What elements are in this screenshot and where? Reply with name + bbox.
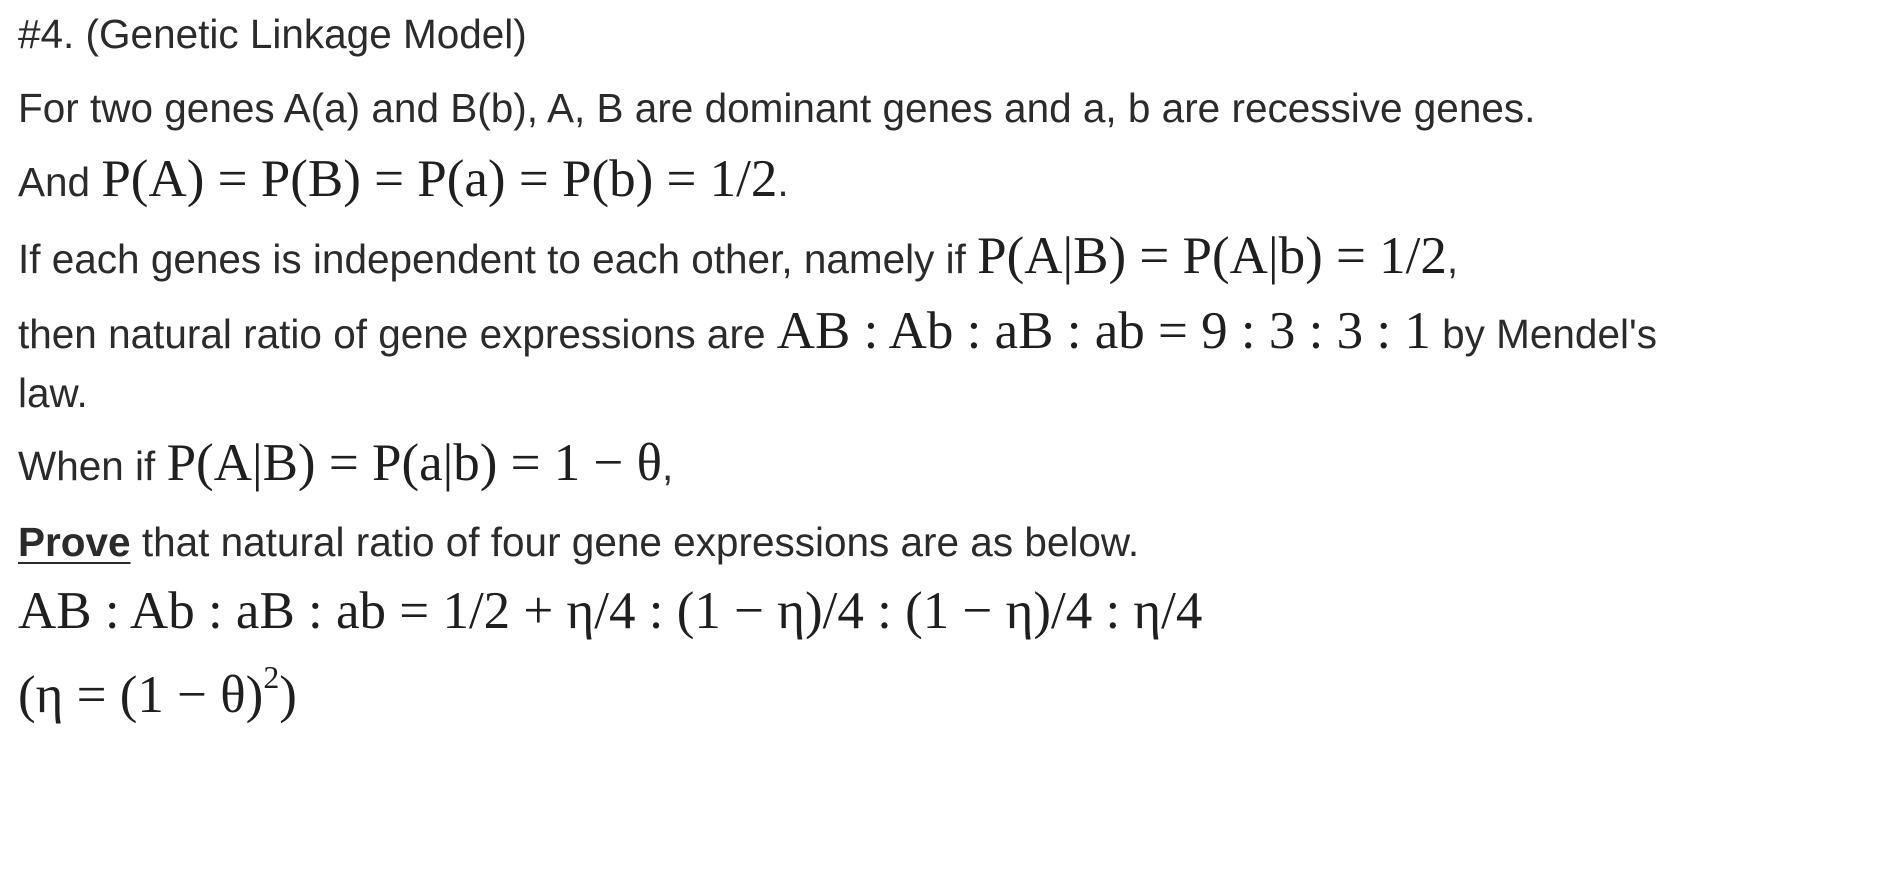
independence-comma: , xyxy=(1446,236,1459,282)
probability-statement xyxy=(18,150,789,208)
eta-close: ) xyxy=(279,665,297,724)
independence-text: If each genes is independent to each other, namely if xyxy=(18,236,978,282)
eta-exponent: 2 xyxy=(263,660,280,695)
prove-word: Prove xyxy=(18,519,131,565)
probability-equation: P(A) = P(B) = P(a) = P(b) = 1/2 xyxy=(101,150,778,208)
mendel-ratio-equation: AB : Ab : aB : ab = 9 : 3 : 3 : 1 xyxy=(776,302,1431,360)
linkage-condition xyxy=(18,434,674,492)
eta-main: (η = (1 − θ) xyxy=(18,665,264,724)
independence-equation: P(A|B) = P(A|b) = 1/2 xyxy=(977,227,1447,285)
independence-statement xyxy=(18,227,1459,285)
mendel-suffix: by Mendel's xyxy=(1430,311,1657,357)
mendel-law-continuation: law. xyxy=(18,370,88,416)
linkage-comma: , xyxy=(662,443,674,489)
mendel-statement xyxy=(18,302,1657,360)
problem-heading: #4. (Genetic Linkage Model) xyxy=(18,11,527,57)
eta-definition-equation xyxy=(18,660,297,724)
genes-description: For two genes A(a) and B(b), A, B are dominant genes and a, b are recessive genes. xyxy=(18,85,1536,131)
eta-definition xyxy=(18,662,297,722)
linkage-equation: P(A|B) = P(a|b) = 1 − θ xyxy=(166,434,663,492)
probability-period: . xyxy=(777,159,789,205)
prove-statement xyxy=(18,519,1140,565)
probability-label: And xyxy=(18,159,102,205)
target-ratio xyxy=(18,582,1203,640)
mendel-text: then natural ratio of gene expressions are xyxy=(18,311,777,357)
linkage-text: When if xyxy=(18,443,167,489)
target-ratio-equation: AB : Ab : aB : ab = 1/2 + η/4 : (1 − η)/4 : (1 − η)/4 : η/4 xyxy=(18,582,1203,640)
prove-text: that natural ratio of four gene expressions are as below. xyxy=(130,519,1140,565)
